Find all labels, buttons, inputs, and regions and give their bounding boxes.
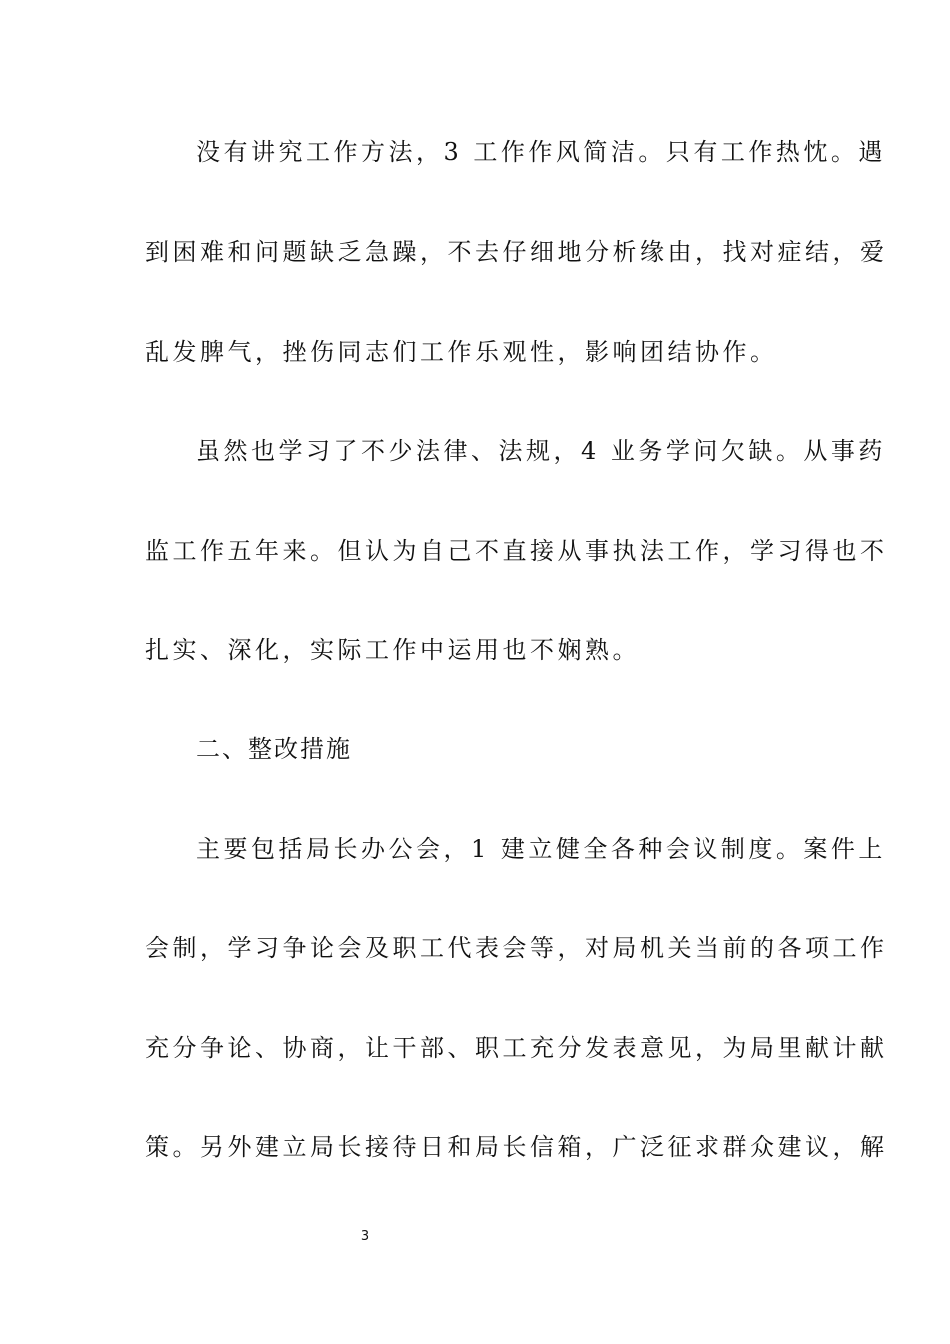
- paragraph-line: 虽然也学习了不少法律、法规，4 业务学问欠缺。从事药: [196, 437, 886, 465]
- paragraph-line: 到困难和问题缺乏急躁，不去仔细地分析缘由，找对症结，爱: [145, 238, 888, 266]
- paragraph-line: 充分争论、协商，让干部、职工充分发表意见，为局里献计献: [145, 1034, 888, 1062]
- paragraph-line: 会制，学习争论会及职工代表会等，对局机关当前的各项工作: [145, 934, 888, 962]
- paragraph-line: 监工作五年来。但认为自己不直接从事执法工作，学习得也不: [145, 537, 888, 565]
- paragraph-line: 策。另外建立局长接待日和局长信箱，广泛征求群众建议，解: [145, 1133, 888, 1161]
- paragraph-line: 主要包括局长办公会，1 建立健全各种会议制度。案件上: [196, 835, 886, 863]
- page-number: 3: [360, 1229, 370, 1244]
- section-heading: 二、整改措施: [196, 735, 352, 763]
- paragraph-line: 没有讲究工作方法，3 工作作风简洁。只有工作热忱。遇: [196, 138, 886, 166]
- paragraph-line: 扎实、深化，实际工作中运用也不娴熟。: [145, 636, 640, 664]
- paragraph-line: 乱发脾气，挫伤同志们工作乐观性，影响团结协作。: [145, 338, 778, 366]
